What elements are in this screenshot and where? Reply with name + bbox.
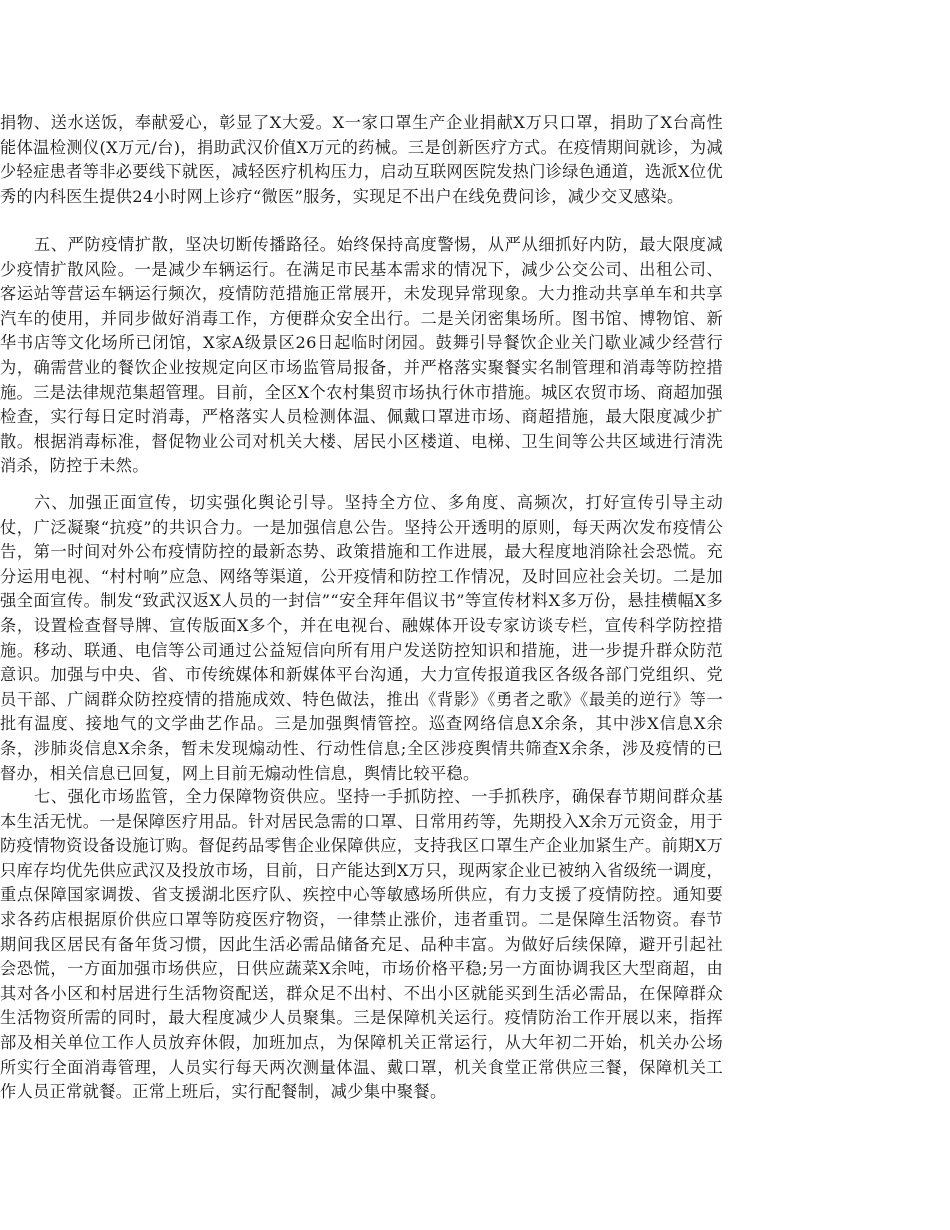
paragraph-section-seven: 七、强化市场监管，全力保障物资供应。坚持一手抓防控、一手抓秩序，确保春节期间群众基本生活无忧。一是保障医疗用品。针对居民急需的口罩、日常用药等，先期投入X余万元资金，用于防疫情物资设备设施订购。督促药品零售企业保障供应，支持我区口罩生产企业加紧生产。前期X万只库存均优先供应武汉及投放市场，目前，日产能达到X万只，现两家企业已被纳入省级统一调度，重点保障国家调拨、省支援湖北医疗队、疾控中心等敏感场所供应，有力支援了疫情防控。通知要求各药店根据原价供应口罩等防疫医疗物资，一律禁止涨价，违者重罚。二是保障生活物资。春节期间我区居民有备年货习惯，因此生活必需品储备充足、品种丰富。为做好后续保障，避开引起社会恐慌，一方面加强市场供应，日供应蔬菜X余吨，市场价格平稳;另一方面协调我区大型商超，由其对各小区和村居进行生活物资配送，群众足不出村、不出小区就能买到生活必需品，在保障群众生活物资所需的同时，最大程度减少人员聚集。三是保障机关运行。疫情防治工作开展以来，指挥部及相关单位工作人员放弃休假，加班加点，为保障机关正常运行，从大年初二开始，机关办公场所实行全面消毒管理，人员实行每天两次测量体温、戴口罩，机关食堂正常供应三餐，保障机关工作人员正常就餐。正常上班后，实行配餐制，减少集中聚餐。 (0, 787, 723, 1102)
paragraph-continuation: 捐物、送水送饭，奉献爱心，彰显了X大爱。X一家口罩生产企业捐献X万只口罩，捐助了X台高性能体温检测仪(X万元/台)，捐助武汉价值X万元的药械。三是创新医疗方式。在疫情期间就诊，为减少轻症患者等非必要线下就医，减轻医疗机构压力，启动互联网医院发热门诊绿色通道，选派X位优秀的内科医生提供24小时网上诊疗“微医”服务，实现足不出户在线免费问诊，减少交叉感染。 (0, 113, 723, 206)
paragraph-section-five: 五、严防疫情扩散，坚决切断传播路径。始终保持高度警惕，从严从细抓好内防，最大限度减少疫情扩散风险。一是减少车辆运行。在满足市民基本需求的情况下，减少公交公司、出租公司、客运站等营运车辆运行频次，疫情防范措施正常展开，未发现异常现象。大力推动共享单车和共享汽车的使用，并同步做好消毒工作，方便群众安全出行。二是关闭密集场所。图书馆、博物馆、新华书店等文化场所已闭馆，X家A级景区26日起临时闭园。鼓舞引导餐饮企业关门歇业减少经营行为，确需营业的餐饮企业按规定向区市场监管局报备，并严格落实聚餐实名制管理和消毒等防控措施。三是法律规范集超管理。目前，全区X个农村集贸市场执行休市措施。城区农贸市场、商超加强检查，实行每日定时消毒，严格落实人员检测体温、佩戴口罩进市场、商超措施，最大限度减少扩散。根据消毒标准，督促物业公司对机关大楼、居民小区楼道、电梯、卫生间等公共区域进行清洗消杀，防控于未然。 (0, 235, 723, 476)
paragraph-section-six: 六、加强正面宣传，切实强化舆论引导。坚持全方位、多角度、高频次，打好宣传引导主动仗，广泛凝聚“抗疫”的共识合力。一是加强信息公告。坚持公开透明的原则，每天两次发布疫情公告，第一时间对外公布疫情防控的最新态势、政策措施和工作进展，最大程度地消除社会恐慌。充分运用电视、“村村响”应急、网络等渠道，公开疫情和防控工作情况，及时回应社会关切。二是加强全面宣传。制发“致武汉返X人员的一封信”“安全拜年倡议书”等宣传材料X多万份，悬挂横幅X多条，设置检查督导牌、宣传版面X多个，并在电视台、融媒体开设专家访谈专栏，宣传科学防控措施。移动、联通、电信等公司通过公益短信向所有用户发送防控知识和措施，进一步提升群众防范意识。加强与中央、省、市传统媒体和新媒体平台沟通，大力宣传报道我区各级各部门党组织、党员干部、广阔群众防控疫情的措施成效、特色做法，推出《背影》《勇者之歌》《最美的逆行》等一批有温度、接地气的文学曲艺作品。三是加强舆情管控。巡查网络信息X余条，其中涉X信息X余条，涉肺炎信息X余条，暂未发现煽动性、行动性信息;全区涉疫舆情共筛查X余条，涉及疫情的已督办，相关信息已回复，网上目前无煽动性信息，舆情比较平稳。 (0, 493, 723, 783)
